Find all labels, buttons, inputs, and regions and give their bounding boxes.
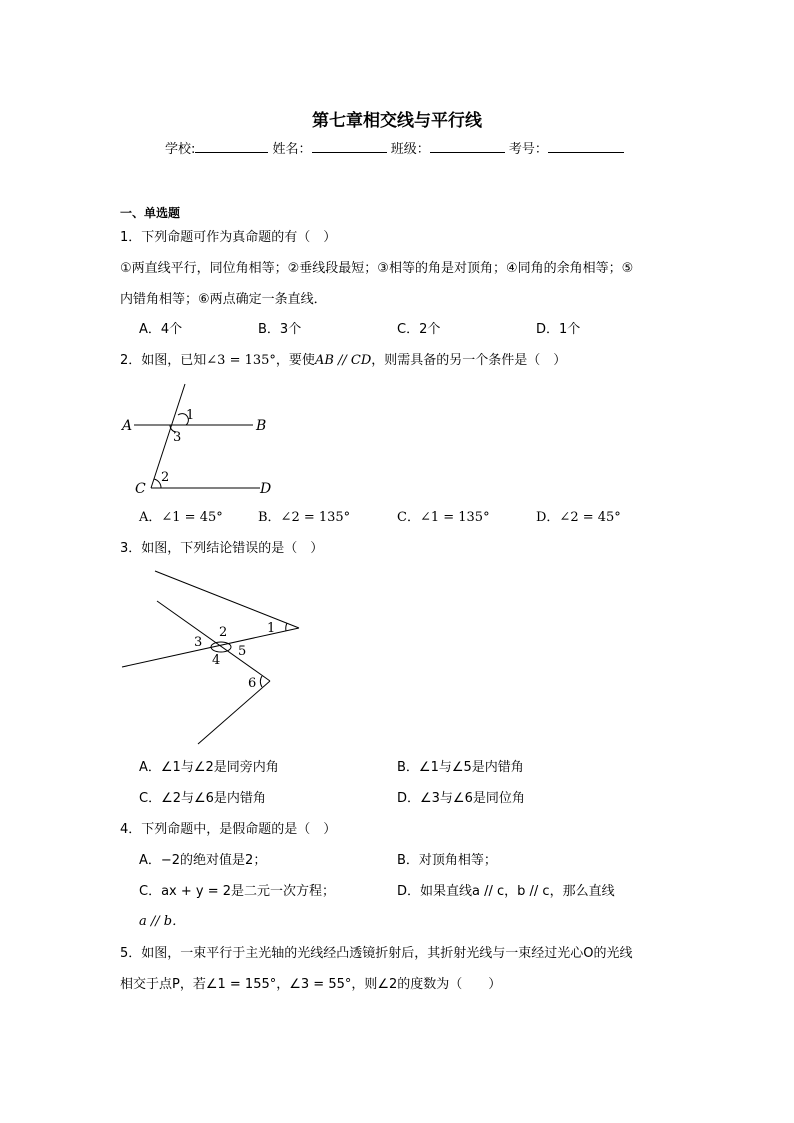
q2-option-d: D．∠2 = 45° bbox=[536, 510, 621, 525]
exam-no-label: 考号： bbox=[508, 142, 548, 157]
school-label: 学校: bbox=[165, 142, 196, 157]
line-upper-ray bbox=[155, 571, 299, 628]
q3-option-d: D．∠3与∠6是同位角 bbox=[397, 791, 525, 806]
angle-arc-6 bbox=[260, 676, 262, 687]
student-info-line bbox=[165, 140, 624, 158]
angle-arc-2 bbox=[154, 479, 161, 488]
q3-option-a: A．∠1与∠2是同旁内角 bbox=[139, 760, 279, 775]
school-blank bbox=[195, 140, 268, 153]
label-2: 2 bbox=[219, 625, 228, 640]
label-1: 1 bbox=[267, 621, 276, 636]
label-6: 6 bbox=[248, 676, 257, 691]
q1-body-line2: 内错角相等；⑥两点确定一条直线． bbox=[120, 292, 327, 307]
name-blank bbox=[312, 140, 387, 153]
q5-line1: 5．如图，一束平行于主光轴的光线经凸透镜折射后，其折射光线与一束经过光心O的光线 bbox=[120, 946, 633, 961]
q1-option-b: B．3个 bbox=[258, 322, 302, 337]
q2-option-a: A．∠1 = 45° bbox=[139, 510, 223, 525]
q2-option-c: C．∠1 = 135° bbox=[397, 510, 490, 525]
exam-no-blank bbox=[548, 140, 624, 153]
q4-option-a: A．−2的绝对值是2； bbox=[139, 853, 267, 868]
q2-given: ∠3 = 135° bbox=[206, 353, 276, 368]
line-transversal-lower bbox=[198, 681, 270, 744]
label-c: C bbox=[135, 481, 146, 497]
q1-option-c: C．2个 bbox=[397, 322, 441, 337]
q5-line2: 相交于点P，若∠1 = 155°，∠3 = 55°，则∠2的度数为（ ） bbox=[120, 977, 502, 992]
label-5: 5 bbox=[238, 644, 247, 659]
q4-option-d-cont: a // b． bbox=[139, 914, 186, 929]
q2-stem bbox=[120, 353, 566, 369]
label-4: 4 bbox=[212, 653, 221, 668]
label-2: 2 bbox=[161, 470, 170, 485]
q1-body-line1: ①两直线平行，同位角相等；②垂线段最短；③相等的角是对顶角；④同角的余角相等；⑤ bbox=[120, 261, 634, 276]
q2-stem-post: ，则需具备的另一个条件是（ ） bbox=[371, 353, 567, 368]
q1-stem: 1．下列命题可作为真命题的有（ ） bbox=[120, 230, 337, 245]
q3-stem: 3．如图，下列结论错误的是（ ） bbox=[120, 541, 324, 556]
class-label: 班级： bbox=[390, 142, 430, 157]
q2-stem-pre: 2．如图，已知 bbox=[120, 353, 207, 368]
q1-option-a: A．4个 bbox=[139, 322, 183, 337]
angle-arc-1 bbox=[286, 623, 287, 631]
q2-stem-mid: ，要使 bbox=[275, 353, 315, 368]
q4-option-c: C．ax + y = 2是二元一次方程； bbox=[139, 884, 336, 899]
page-title: 第七章相交线与平行线 bbox=[312, 111, 482, 131]
q2-option-b: B．∠2 = 135° bbox=[258, 510, 351, 525]
q3-figure bbox=[115, 566, 310, 748]
label-1: 1 bbox=[186, 408, 195, 423]
label-3: 3 bbox=[194, 635, 203, 650]
label-b: B bbox=[256, 418, 267, 434]
label-a: A bbox=[122, 418, 133, 434]
q2-figure bbox=[115, 378, 290, 503]
q4-option-d: D．如果直线a // c，b // c，那么直线 bbox=[397, 884, 615, 899]
label-3: 3 bbox=[173, 430, 182, 445]
class-blank bbox=[430, 140, 505, 153]
name-label: 姓名： bbox=[272, 142, 312, 157]
label-d: D bbox=[260, 481, 272, 497]
q3-option-c: C．∠2与∠6是内错角 bbox=[139, 791, 266, 806]
q1-option-d: D．1个 bbox=[536, 322, 581, 337]
q2-parallel: AB // CD bbox=[314, 353, 372, 368]
q4-stem: 4．下列命题中，是假命题的是（ ） bbox=[120, 822, 337, 837]
section-heading: 一、单选题 bbox=[120, 206, 181, 220]
line-transversal-upper bbox=[157, 601, 270, 681]
q3-option-b: B．∠1与∠5是内错角 bbox=[397, 760, 524, 775]
q4-option-b: B．对顶角相等； bbox=[397, 853, 497, 868]
